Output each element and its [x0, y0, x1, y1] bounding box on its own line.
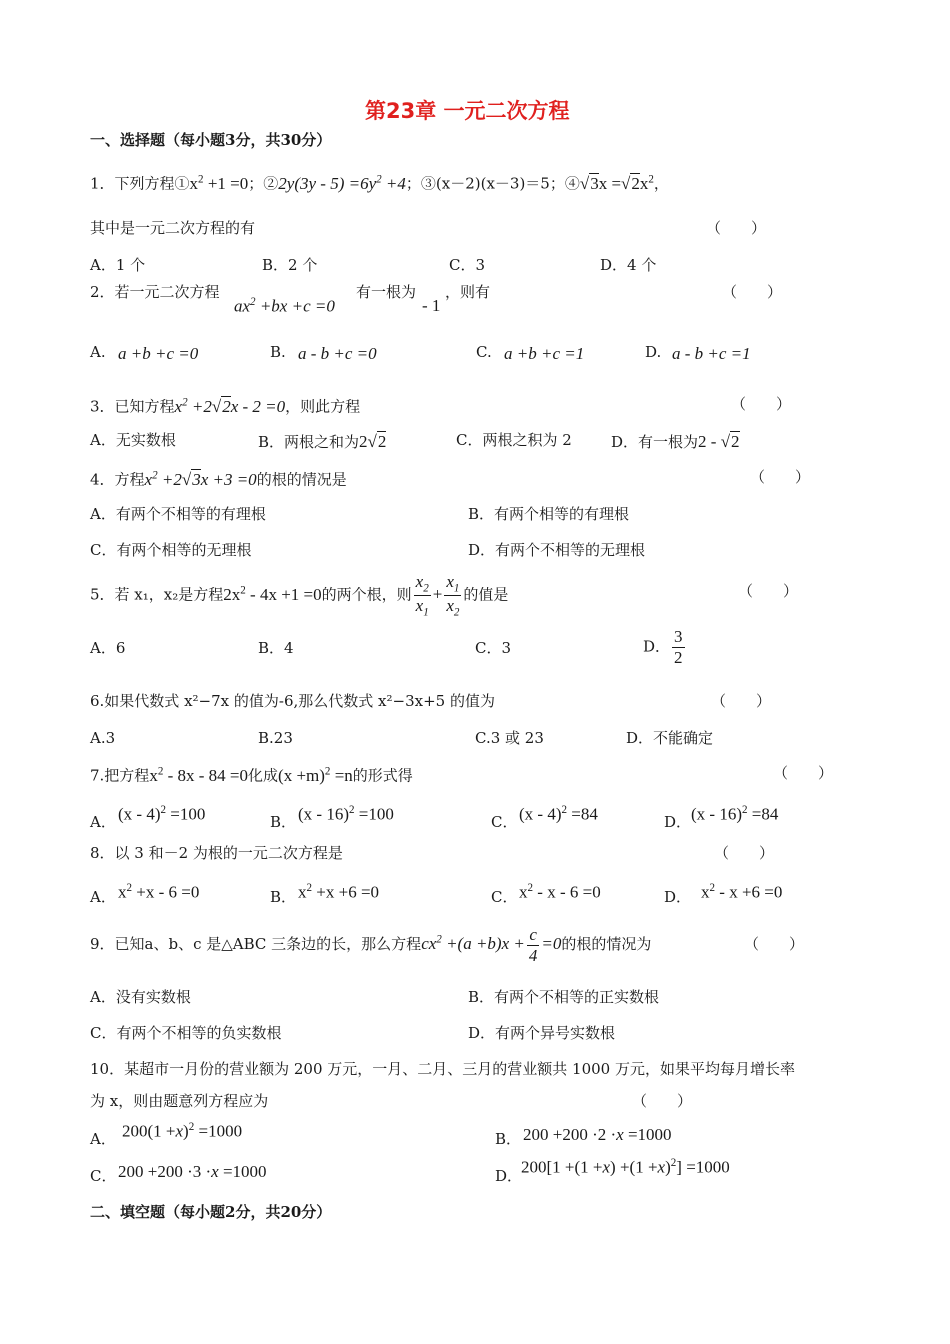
- q3-stem: [90, 397, 360, 415]
- q1-eq2: $2y(3y - 5) =6y^2 +4$: [278, 173, 406, 193]
- q10-label-b[interactable]: B．: [495, 1130, 522, 1148]
- q7-prefix: 7.把方程: [90, 766, 150, 785]
- q9-stem: [90, 925, 651, 965]
- q10-option-a[interactable]: $200(1 +x)^2 =1000$: [122, 1121, 243, 1141]
- q2-mid: 有一根为: [356, 283, 417, 301]
- section-choice-heading: 一、选择题（每小题3分，共30分）: [90, 131, 332, 149]
- q4-option-d[interactable]: D．有两个不相等的无理根: [468, 541, 646, 559]
- q7-option-b[interactable]: (x - 16)$^2$ =100: [298, 804, 394, 824]
- q4-eq: $x^2 +2√3x +3 =0$: [144, 469, 257, 489]
- q2-option-b[interactable]: a - b +c =0: [298, 344, 377, 363]
- q1-option-d[interactable]: D．4 个: [600, 256, 657, 274]
- q5-end: 的值是: [463, 585, 509, 604]
- q2-eq: $ax^2 +bx +c =0$: [234, 296, 335, 316]
- q7-option-a[interactable]: (x - 4)$^2$ =100: [118, 804, 206, 824]
- q9-prefix: 9．已知a、b、c 是△ABC 三条边的长，那么方程: [90, 934, 422, 953]
- q9-option-a[interactable]: A．没有实数根: [90, 988, 191, 1006]
- q6-answer-blank[interactable]: （ ）: [711, 692, 772, 710]
- q6-option-a[interactable]: A.3: [90, 729, 116, 747]
- q8-answer-blank[interactable]: （ ）: [714, 844, 775, 862]
- q10-line1: 10．某超市一月份的营业额为 200 万元，一月、二月、三月的营业额共 1000 万元，如果平均每月增长率: [90, 1060, 795, 1078]
- q8-option-b[interactable]: $x^2 +x +6 =0$: [298, 882, 380, 902]
- q7-label-c[interactable]: C．: [491, 813, 518, 831]
- page-title: 第23章 一元二次方程: [365, 99, 570, 123]
- q2-option-c[interactable]: a +b +c =1: [504, 344, 585, 363]
- q5-frac-2: $\frac{x_1}{x_2}$: [446, 572, 460, 619]
- section-fill-heading: 二、填空题（每小题2分，共20分）: [90, 1203, 332, 1221]
- q5-option-d[interactable]: [643, 627, 687, 667]
- q3-option-b-value: 2√2: [359, 432, 387, 451]
- q3-option-d-text: D．有一根为: [611, 433, 699, 451]
- q7-stem: [90, 766, 413, 784]
- q4-end: 的根的情况是: [256, 470, 347, 489]
- q4-option-b[interactable]: B．有两个相等的有理根: [468, 505, 630, 523]
- q7-end: 的形式得: [352, 766, 413, 785]
- q10-line2: 为 x，则由题意列方程应为: [90, 1092, 269, 1110]
- q7-option-d[interactable]: (x - 16)$^2$ =84: [691, 804, 779, 824]
- q1-option-b[interactable]: B．2 个: [262, 256, 318, 274]
- q10-option-c[interactable]: 200 +200 ·3 ·x =1000: [118, 1162, 267, 1181]
- q7-label-d[interactable]: D．: [664, 813, 692, 831]
- q10-option-d[interactable]: $200[1 +(1 +x) +(1 +x)^2] =1000$: [521, 1157, 730, 1177]
- q3-eq: $x^2 +2√2x - 2 =0$: [174, 396, 286, 416]
- q5-prefix: 5．若 x₁，x₂是方程: [90, 585, 224, 604]
- q5-frac-1: $\frac{x_2}{x_1}$: [415, 572, 429, 619]
- q4-answer-blank[interactable]: （ ）: [750, 468, 811, 486]
- q8-option-a[interactable]: $x^2 +x - 6 =0$: [118, 882, 200, 902]
- q4-option-c[interactable]: C．有两个相等的无理根: [90, 541, 252, 559]
- q9-answer-blank[interactable]: （ ）: [744, 935, 805, 953]
- q4-option-a[interactable]: A．有两个不相等的有理根: [90, 505, 266, 523]
- q3-answer-blank[interactable]: （ ）: [731, 395, 792, 413]
- q8-option-d[interactable]: $x^2 - x +6 =0$: [701, 882, 783, 902]
- q5-option-d-label: D．: [643, 637, 671, 656]
- q2-prefix: 2．若一元二次方程: [90, 283, 220, 301]
- q1-option-c[interactable]: C．3: [449, 256, 486, 274]
- q2-option-a[interactable]: a +b +c =0: [118, 344, 199, 363]
- q9-end: 的根的情况为: [561, 934, 652, 953]
- q10-option-b[interactable]: 200 +200 ·2 ·x =1000: [523, 1125, 672, 1144]
- q5-option-a[interactable]: A．6: [90, 639, 126, 657]
- q3-option-b-text: B．两根之和为: [258, 433, 360, 451]
- q9-option-b[interactable]: B．有两个不相等的正实数根: [468, 988, 660, 1006]
- q7-form: $(x +m)^2 =n$: [278, 765, 353, 785]
- q8-label-d[interactable]: D．: [664, 888, 692, 906]
- q7-answer-blank[interactable]: （ ）: [773, 764, 834, 782]
- q1-end: ，: [653, 174, 669, 193]
- q1-line2: 其中是一元二次方程的有: [90, 219, 256, 237]
- q2-answer-blank[interactable]: （ ）: [722, 283, 783, 301]
- q2-label-a[interactable]: A.: [90, 343, 106, 361]
- q5-stem: 5．若 x₁，x₂是方程$2x^2 - 4x +1 =0$的两个根，则 $\frac{x_2}{x_1}$ + $\frac{x_1}{x_2}$ 的值是: [90, 572, 509, 619]
- q4-stem: [90, 470, 347, 488]
- q1-sep2: ；②: [248, 174, 279, 193]
- q2-end: ，则有: [445, 283, 491, 301]
- q1-prefix: 1．下列方程①: [90, 174, 190, 193]
- q5-eq: $2x^2 - 4x +1 =0$: [223, 583, 322, 604]
- q1-eq1: $x^2 +1 =0$: [189, 173, 249, 193]
- q10-answer-blank[interactable]: （ ）: [632, 1092, 693, 1110]
- q7-label-b[interactable]: B．: [270, 813, 297, 831]
- q9-option-d[interactable]: D．有两个异号实数根: [468, 1024, 616, 1042]
- q2-label-b[interactable]: B.: [270, 343, 286, 361]
- q1-sep3: ；③(x－2)(x－3)＝5；④: [405, 174, 580, 193]
- q6-stem: 6.如果代数式 x²−7x 的值为-6,那么代数式 x²−3x+5 的值为: [90, 692, 495, 710]
- q8-label-a[interactable]: A．: [90, 888, 116, 906]
- q5-answer-blank[interactable]: （ ）: [738, 582, 799, 600]
- q3-end: ，则此方程: [285, 397, 361, 416]
- q3-option-d[interactable]: [611, 433, 740, 450]
- q1-eq4: $√3x =√2x^2$: [579, 173, 654, 193]
- q3-prefix: 3．已知方程: [90, 397, 175, 416]
- q2-label-c[interactable]: C.: [476, 343, 492, 361]
- q6-option-c[interactable]: C.3 或 23: [475, 729, 544, 747]
- q8-stem: 8．以 3 和－2 为根的一元二次方程是: [90, 844, 343, 862]
- q1-option-a[interactable]: A．1 个: [90, 256, 146, 274]
- q10-label-a[interactable]: A．: [90, 1130, 116, 1148]
- q8-label-c[interactable]: C．: [491, 888, 518, 906]
- q2-root: - 1: [422, 296, 441, 315]
- q9-option-c[interactable]: C．有两个不相等的负实数根: [90, 1024, 282, 1042]
- q7-label-a[interactable]: A．: [90, 813, 116, 831]
- q7-eq: $x^2 - 8x - 84 =0$: [149, 765, 249, 785]
- q4-prefix: 4．方程: [90, 470, 145, 489]
- q2-label-d[interactable]: D.: [645, 343, 662, 361]
- q2-option-d[interactable]: a - b +c =1: [672, 344, 751, 363]
- q5-option-c[interactable]: C．3: [475, 639, 512, 657]
- q7-mid: 化成: [248, 766, 279, 785]
- q8-label-b[interactable]: B．: [270, 888, 297, 906]
- q3-option-a[interactable]: A．无实数根: [90, 431, 176, 449]
- q5-option-d-fraction: $\frac{3}{2}$: [674, 627, 683, 667]
- q9-eq: $cx^2 +(a +b)x$ + $\frac{c}{4}$ =0: [421, 925, 562, 965]
- q8-option-c[interactable]: $x^2 - x - 6 =0$: [519, 882, 601, 902]
- q3-option-b[interactable]: [258, 433, 386, 450]
- q6-option-d[interactable]: D．不能确定: [626, 729, 714, 747]
- q3-option-d-value: 2 - √2: [698, 432, 740, 451]
- q1-answer-blank[interactable]: （ ）: [706, 219, 767, 237]
- q6-option-b[interactable]: B.23: [258, 729, 293, 747]
- q5-mid: 的两个根，则: [321, 585, 412, 604]
- q1-stem: [90, 174, 669, 192]
- q10-label-d[interactable]: D．: [495, 1167, 523, 1185]
- q3-option-c[interactable]: C．两根之积为 2: [456, 431, 572, 449]
- q5-option-b[interactable]: B．4: [258, 639, 294, 657]
- q10-label-c[interactable]: C．: [90, 1167, 117, 1185]
- q7-option-c[interactable]: (x - 4)$^2$ =84: [519, 804, 598, 824]
